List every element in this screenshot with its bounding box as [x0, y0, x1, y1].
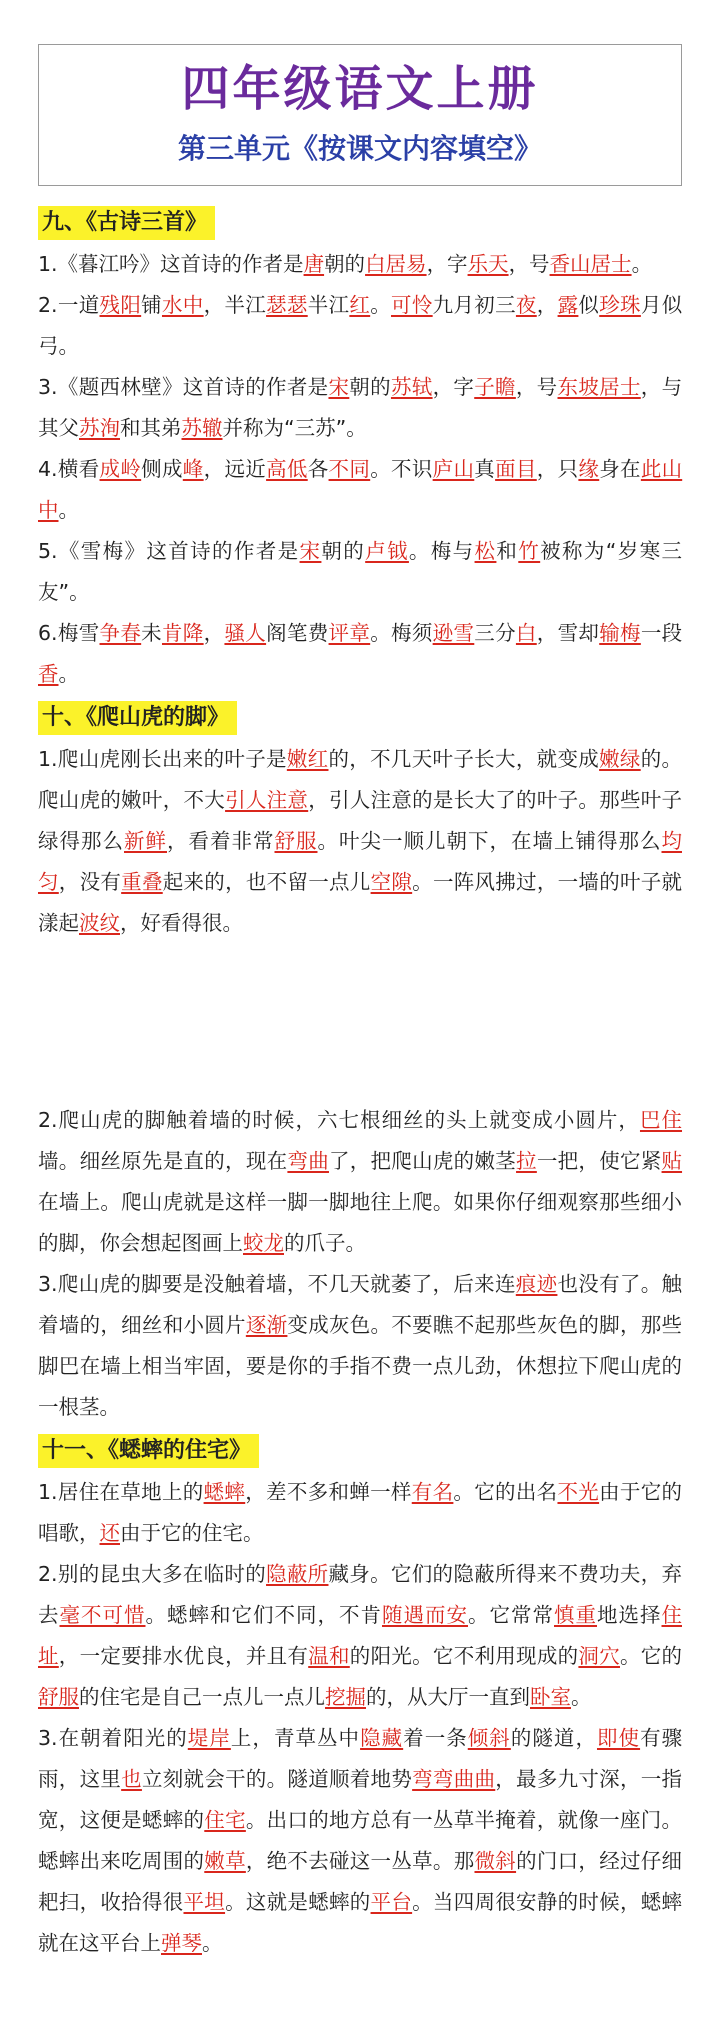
text-segment: 。	[370, 293, 392, 317]
answer-blank: 评章	[328, 621, 371, 645]
text-segment: ，号	[508, 252, 550, 276]
text-segment: 。	[202, 1931, 223, 1955]
text-segment: ，只	[536, 457, 579, 481]
text-segment: 。	[58, 662, 79, 686]
answer-blank: 香	[38, 662, 59, 686]
answer-blank: 慎重	[554, 1603, 597, 1627]
text-segment: 。	[631, 252, 653, 276]
answer-blank: 引人注意	[225, 788, 309, 812]
text-segment: 一把，使它紧	[536, 1149, 662, 1173]
text-segment: 和其弟	[120, 416, 182, 440]
answer-blank: 倾斜	[467, 1726, 511, 1750]
answer-blank: 蛟龙	[243, 1231, 284, 1255]
answer-blank: 红	[349, 293, 371, 317]
text-segment: 1.《暮江吟》这首诗的作者是	[38, 252, 304, 276]
answer-blank: 住址	[38, 1603, 682, 1668]
answer-blank: 可怜	[391, 293, 433, 317]
answer-blank: 隐蔽所	[266, 1562, 329, 1586]
answer-blank: 此山中	[38, 457, 683, 522]
answer-blank: 水中	[161, 293, 204, 317]
answer-blank: 痕迹	[515, 1272, 558, 1296]
answer-blank: 峰	[182, 457, 204, 481]
text-segment: ，	[203, 621, 225, 645]
answer-blank: 平台	[370, 1890, 413, 1914]
answer-blank: 拉	[516, 1149, 537, 1173]
text-segment: 被称为“岁寒三友”。	[38, 539, 683, 604]
answer-blank: 挖掘	[325, 1685, 366, 1709]
text-segment: 2.别的昆虫大多在临时的	[38, 1562, 267, 1586]
paragraph	[38, 1718, 682, 1964]
text-segment: 有骤雨，这里	[38, 1726, 683, 1791]
section-heading: 十、《爬山虎的脚》	[38, 701, 237, 735]
text-segment: 了，把爬山虎的嫩茎	[328, 1149, 517, 1173]
answer-blank: 空隙	[370, 870, 413, 894]
answer-blank: 巴住	[639, 1108, 683, 1132]
answer-blank: 高低	[266, 457, 308, 481]
text-segment: ，看着非常	[167, 829, 275, 853]
answer-blank: 庐山	[432, 457, 475, 481]
text-segment: 阁笔费	[266, 621, 329, 645]
answer-blank: 即使	[596, 1726, 641, 1750]
text-segment: 6.梅雪	[38, 621, 100, 645]
text-segment: 。它常常	[468, 1603, 554, 1627]
text-segment: 。	[571, 1685, 592, 1709]
text-segment: 未	[141, 621, 162, 645]
answer-blank: 苏洵	[79, 416, 120, 440]
answer-blank: 苏辙	[181, 416, 223, 440]
answer-blank: 不光	[557, 1480, 600, 1504]
answer-blank: 骚人	[224, 621, 267, 645]
answer-blank: 毫不可惜	[59, 1603, 146, 1627]
answer-blank: 隐藏	[360, 1726, 404, 1750]
paragraph	[38, 1554, 682, 1718]
text-segment: 。它的出名	[453, 1480, 558, 1504]
answer-blank: 夜	[515, 293, 537, 317]
answer-blank: 子瞻	[474, 375, 516, 399]
answer-blank: 竹	[518, 539, 541, 563]
text-segment: 3.《题西林壁》这首诗的作者是	[38, 375, 329, 399]
text-segment: 。	[58, 498, 79, 522]
paragraph	[38, 613, 682, 695]
text-segment: 的门口，经过仔细耙扫，收拾得很	[38, 1849, 683, 1914]
worksheet-content	[38, 200, 682, 1964]
text-segment: 的爪子。	[284, 1231, 366, 1255]
answer-blank: 白居易	[365, 252, 427, 276]
answer-blank: 松	[474, 539, 497, 563]
answer-blank: 残阳	[99, 293, 142, 317]
text-segment: 的，不几天叶子长大，就变成	[328, 747, 600, 771]
answer-blank: 乐天	[467, 252, 509, 276]
answer-blank: 嫩草	[204, 1849, 246, 1873]
answer-blank: 洞穴	[578, 1644, 620, 1668]
text-segment: 三分	[474, 621, 516, 645]
text-segment: 身在	[599, 457, 641, 481]
answer-blank: 瑟瑟	[266, 293, 308, 317]
text-segment: ，	[536, 293, 558, 317]
paragraph	[38, 449, 682, 531]
text-segment: 。一阵风拂过，一墙的叶子就漾起	[38, 870, 683, 935]
text-segment: 3.在朝着阳光的	[38, 1726, 188, 1750]
text-segment: 朝的	[321, 539, 366, 563]
answer-blank: 香山居士	[549, 252, 632, 276]
text-segment: 各	[307, 457, 329, 481]
text-segment: 的隧道，	[510, 1726, 597, 1750]
text-segment: 一段	[640, 621, 683, 645]
answer-blank: 逐渐	[245, 1313, 288, 1337]
answer-blank: 弯弯曲曲	[412, 1767, 496, 1791]
text-segment: 。蟋蟀和它们不同，不肯	[145, 1603, 382, 1627]
paragraph	[38, 367, 682, 449]
paragraph	[38, 1100, 682, 1264]
answer-blank: 弯曲	[287, 1149, 329, 1173]
title-box	[38, 44, 682, 186]
answer-blank: 温和	[308, 1644, 350, 1668]
text-segment: 和	[496, 539, 519, 563]
answer-blank: 争春	[99, 621, 142, 645]
answer-blank: 弹琴	[161, 1931, 202, 1955]
text-segment: 九月初三	[432, 293, 516, 317]
answer-blank: 还	[99, 1521, 120, 1545]
page-subtitle: 第三单元《按课文内容填空》	[177, 132, 542, 165]
page-title: 四年级语文上册	[181, 61, 539, 117]
text-segment: 半江	[307, 293, 350, 317]
text-segment: ，半江	[203, 293, 267, 317]
text-segment: 的。爬山虎的嫩叶，不大	[38, 747, 683, 812]
text-segment: ，差不多和蝉一样	[245, 1480, 412, 1504]
text-segment: 铺	[141, 293, 162, 317]
text-segment: 上，青草丛中	[230, 1726, 361, 1750]
answer-blank: 珍珠	[599, 293, 641, 317]
answer-blank: 东坡居士	[557, 375, 641, 399]
text-segment: 3.爬山虎的脚要是没触着墙，不几天就萎了，后来连	[38, 1272, 516, 1296]
answer-blank: 唐	[303, 252, 325, 276]
answer-blank: 嫩红	[286, 747, 329, 771]
text-segment: ，绝不去碰这一丛草。那	[245, 1849, 475, 1873]
text-segment: 由于它的唱歌，	[38, 1480, 683, 1545]
answer-blank: 均匀	[38, 829, 682, 894]
text-segment: 由于它的住宅。	[120, 1521, 264, 1545]
text-segment: 着一条	[403, 1726, 468, 1750]
answer-blank: 有名	[411, 1480, 454, 1504]
section-poems	[38, 200, 682, 695]
answer-blank: 面目	[495, 457, 537, 481]
text-segment: 1.爬山虎刚长出来的叶子是	[38, 747, 287, 771]
answer-blank: 卢钺	[365, 539, 409, 563]
text-segment: 月似弓。	[38, 293, 683, 358]
text-segment: 。这就是蟋蟀的	[225, 1890, 371, 1914]
answer-blank: 成岭	[99, 457, 142, 481]
text-segment: 藏身。它们的隐蔽所得来不费功夫，弃去	[38, 1562, 683, 1627]
answer-blank: 舒服	[274, 829, 318, 853]
text-segment: 1.居住在草地上的	[38, 1480, 204, 1504]
paragraph	[38, 285, 682, 367]
answer-blank: 住宅	[204, 1808, 246, 1832]
section-creeper	[38, 695, 682, 1428]
paragraph	[38, 739, 682, 944]
answer-blank: 不同	[328, 457, 371, 481]
text-segment: ，好看得很。	[120, 911, 243, 935]
text-segment: ，最多九寸深，一指宽，这便是蟋蟀的	[38, 1767, 683, 1832]
text-segment: 并称为“三苏”。	[222, 416, 367, 440]
text-segment: 。叶尖一顺儿朝下，在墙上铺得那么	[317, 829, 662, 853]
answer-blank: 白	[515, 621, 537, 645]
text-segment: 立刻就会干的。隧道顺着地势	[141, 1767, 413, 1791]
text-segment: ，引人注意的是长大了的叶子。那些叶子绿得那么	[38, 788, 683, 853]
section-heading: 九、《古诗三首》	[38, 206, 215, 240]
answer-blank: 缘	[578, 457, 600, 481]
text-segment: 。梅与	[408, 539, 475, 563]
text-segment: 4.横看	[38, 457, 100, 481]
answer-blank: 随遇而安	[382, 1603, 468, 1627]
text-segment: 真	[474, 457, 496, 481]
text-segment: 。它的	[619, 1644, 683, 1668]
text-segment: 也没有了。触着墙的，细丝和小圆片	[38, 1272, 683, 1337]
text-segment: ，一定要排水优良，并且有	[58, 1644, 309, 1668]
text-segment: 5.《雪梅》这首诗的作者是	[38, 539, 300, 563]
answer-blank: 宋	[328, 375, 350, 399]
paragraph	[38, 531, 682, 613]
answer-blank: 波纹	[79, 911, 120, 935]
answer-blank: 贴	[661, 1149, 683, 1173]
answer-blank: 逊雪	[432, 621, 475, 645]
text-segment: 2.一道	[38, 293, 100, 317]
answer-blank: 肯降	[161, 621, 204, 645]
text-segment: ，没有	[58, 870, 122, 894]
section-cricket	[38, 1428, 682, 1964]
text-segment: 朝的	[324, 252, 366, 276]
answer-blank: 重叠	[121, 870, 163, 894]
text-segment: 的，从大厅一直到	[366, 1685, 530, 1709]
section-heading: 十一、《蟋蟀的住宅》	[38, 1434, 259, 1468]
answer-blank: 露	[557, 293, 579, 317]
text-segment: 的阳光。它不利用现成的	[349, 1644, 579, 1668]
answer-blank: 堤岸	[187, 1726, 231, 1750]
text-segment: 起来的，也不留一点儿	[162, 870, 371, 894]
text-segment: ，字	[432, 375, 475, 399]
text-segment: 2.爬山虎的脚触着墙的时候，六七根细丝的头上就变成小圆片，	[38, 1108, 640, 1132]
answer-blank: 也	[121, 1767, 142, 1791]
answer-blank: 卧室	[530, 1685, 571, 1709]
blank-space	[38, 944, 682, 1100]
text-segment: 墙。细丝原先是直的，现在	[38, 1149, 288, 1173]
text-segment: 。不识	[370, 457, 433, 481]
answer-blank: 新鲜	[124, 829, 167, 853]
answer-blank: 宋	[299, 539, 322, 563]
answer-blank: 嫩绿	[599, 747, 641, 771]
text-segment: 在墙上。爬山虎就是这样一脚一脚地往上爬。如果你仔细观察那些细小的脚，你会想起图画上	[38, 1190, 682, 1255]
text-segment: 。出口的地方总有一丛草半掩着，就像一座门。蟋蟀出来吃周围的	[38, 1808, 683, 1873]
text-segment: 朝的	[349, 375, 391, 399]
paragraph	[38, 1264, 682, 1428]
text-segment: ，与其父	[38, 375, 683, 440]
answer-blank: 蟋蟀	[203, 1480, 246, 1504]
text-segment: ，号	[515, 375, 558, 399]
text-segment: ，字	[426, 252, 468, 276]
answer-blank: 微斜	[474, 1849, 517, 1873]
answer-blank: 苏轼	[390, 375, 433, 399]
text-segment: 。梅须	[370, 621, 433, 645]
text-segment: 似	[578, 293, 600, 317]
answer-blank: 输梅	[599, 621, 641, 645]
text-segment: 。当四周很安静的时候，蟋蟀就在这平台上	[38, 1890, 683, 1955]
text-segment: ，雪却	[536, 621, 600, 645]
paragraph	[38, 1472, 682, 1554]
answer-blank: 舒服	[38, 1685, 79, 1709]
text-segment: 的住宅是自己一点儿一点儿	[79, 1685, 325, 1709]
answer-blank: 平坦	[183, 1890, 226, 1914]
text-segment: 地选择	[597, 1603, 662, 1627]
text-segment: 变成灰色。不要瞧不起那些灰色的脚，那些脚巴在墙上相当牢固，要是你的手指不费一点儿劲，休想拉下爬山虎的一根茎。	[38, 1313, 683, 1419]
text-segment: 侧成	[141, 457, 183, 481]
paragraph	[38, 244, 682, 285]
text-segment: ，远近	[203, 457, 267, 481]
